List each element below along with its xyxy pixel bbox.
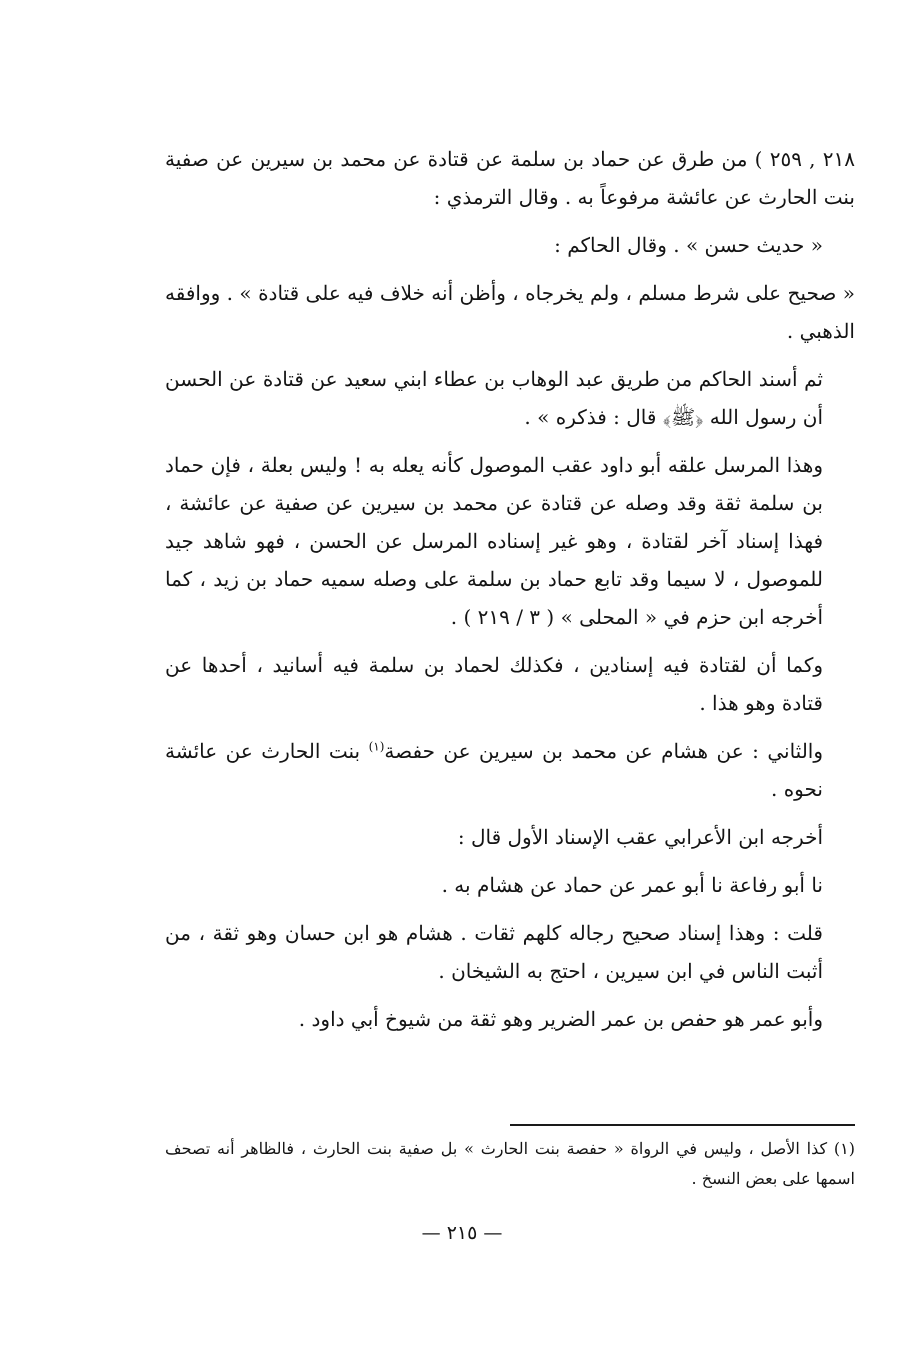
- paragraph-11: وأبو عمر هو حفص بن عمر الضرير وهو ثقة من شيوخ أبي داود .: [298, 1007, 823, 1031]
- footnote-divider: [510, 1124, 855, 1126]
- paragraph-3-quote: « صحيح على شرط مسلم ، ولم يخرجاه ، وأظن أنه خلاف فيه على قتادة » . ووافقه الذهبي .: [165, 281, 855, 343]
- footnote-1: (١) كذا الأصل ، وليس في الرواة « حفصة بنت الحارث » بل صفية بنت الحارث ، فالظاهر أنه تصحف اسمها على بعض النسخ .: [165, 1139, 855, 1188]
- paragraph-9: نا أبو رفاعة نا أبو عمر عن حماد عن هشام به .: [441, 873, 823, 897]
- paragraph-7-part-b: بنت الحارث عن عائشة نحوه .: [165, 739, 823, 801]
- paragraph-1: ٢١٨ , ٢٥٩ ) من طرق عن حماد بن سلمة عن قتادة عن محمد بن سيرين عن صفية بنت الحارث عن عائشة مرفوعاً به . وقال الترمذي :: [165, 147, 855, 209]
- paragraph-6: وكما أن لقتادة فيه إسنادين ، فكذلك لحماد بن سلمة فيه أسانيد ، أحدها عن قتادة وهو هذا .: [165, 653, 823, 715]
- paragraph-7-part-a: والثاني : عن هشام عن محمد بن سيرين عن حفصة: [384, 739, 823, 763]
- page-number: — ٢١٥ —: [421, 1222, 503, 1244]
- main-text: [165, 140, 855, 1038]
- paragraph-7: [165, 732, 855, 808]
- paragraph-2-quote: « حديث حسن » . وقال الحاكم :: [554, 233, 823, 257]
- paragraph-10: قلت : وهذا إسناد صحيح رجاله كلهم ثقات . هشام هو ابن حسان وهو ثقة ، من أثبت الناس في ابن سيرين ، احتج به الشيخان .: [165, 921, 823, 983]
- paragraph-4: ثم أسند الحاكم من طريق عبد الوهاب بن عطاء ابني سعيد عن قتادة عن الحسن أن رسول الله ﴿ﷺ﴾ قال : فذكره » .: [165, 367, 823, 429]
- footnotes: [165, 1134, 855, 1194]
- paragraph-5: وهذا المرسل علقه أبو داود عقب الموصول كأنه يعله به ! وليس بعلة ، فإن حماد بن سلمة ثقة وقد وصله عن قتادة عن محمد بن سيرين عن صفية عن عائشة ، فهذا إسناد آخر لقتادة ، وهو غير إسناده المرسل عن الحسن ، فهو شاهد جيد للموصول ، لا سيما وقد تابع حماد بن سلمة على وصله سميه حماد بن زيد ، كما أخرجه ابن حزم في « المحلى » ( ٣ / ٢١٩ ) .: [165, 453, 823, 629]
- footnote-marker: (١): [368, 739, 385, 754]
- paragraph-8: أخرجه ابن الأعرابي عقب الإسناد الأول قال :: [457, 825, 823, 849]
